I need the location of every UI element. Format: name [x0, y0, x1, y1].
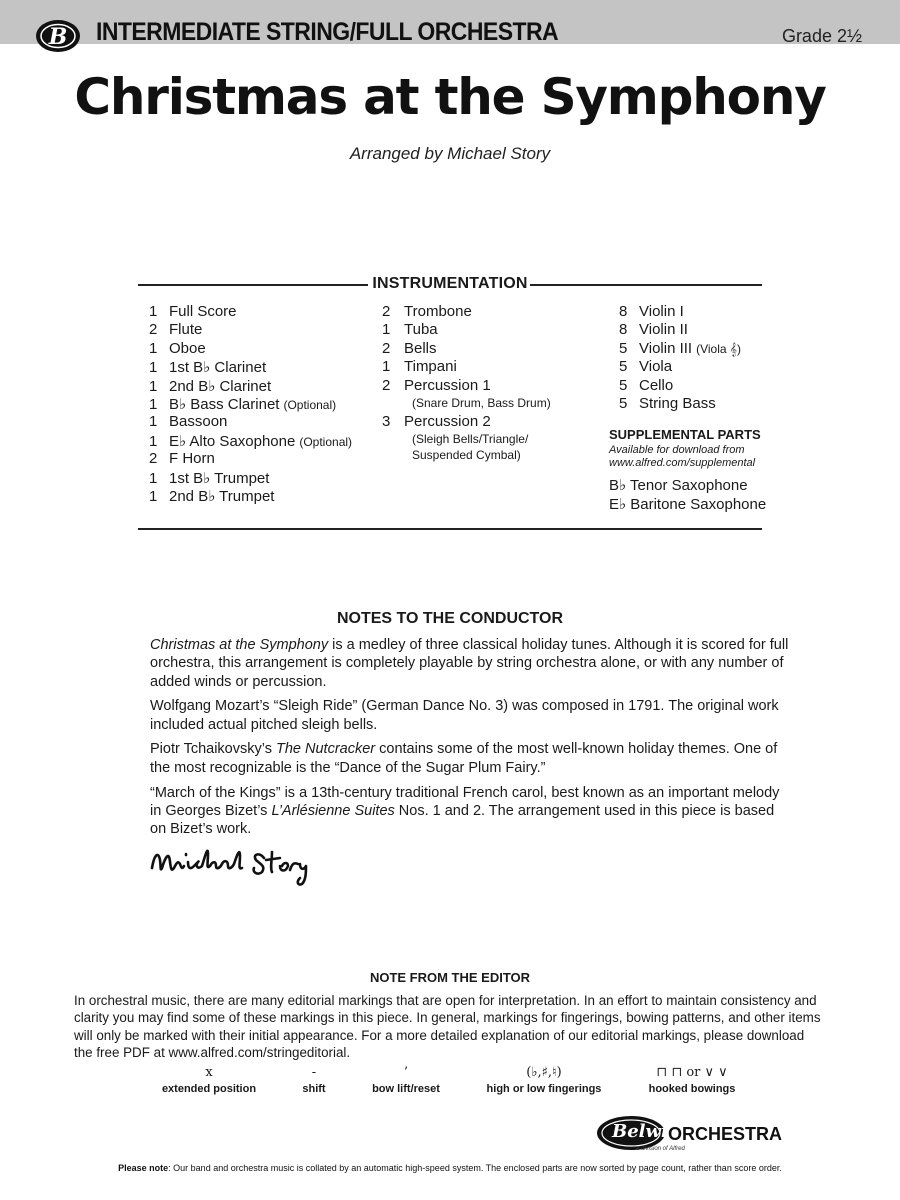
instrumentation-heading: INSTRUMENTATION: [372, 275, 528, 292]
list-item: 1 Bassoon: [149, 413, 228, 431]
marking-label: high or low fingerings: [486, 1083, 602, 1095]
marking-symbol: x: [205, 1065, 213, 1080]
list-item: 5 Violin III (Viola 𝄞): [619, 339, 741, 357]
instrument-column-3: [619, 303, 741, 413]
instrument-column-1: [149, 303, 352, 505]
list-item: E♭ Baritone Saxophone: [609, 496, 767, 513]
list-item: 1 Full Score: [149, 303, 237, 320]
list-item: 1 1st B♭ Clarinet: [149, 359, 267, 377]
conductor-notes: [150, 636, 790, 845]
list-item: 2 Trombone: [382, 303, 472, 320]
notes-paragraph: Piotr Tchaikovsky’s The Nutcracker contains some of the most well-known holiday themes. One of the most recognizable is the “Dance of the Sugar Plum Fairy.”: [150, 741, 778, 776]
marking-bow-lift: [364, 1065, 448, 1095]
supplemental-heading: SUPPLEMENTAL PARTS: [609, 427, 761, 442]
marking-label: hooked bowings: [648, 1083, 736, 1095]
footer-bold: Please note: [118, 1163, 169, 1173]
divider-bottom: [138, 528, 762, 530]
list-item: 5 Viola: [619, 358, 673, 376]
belwin-b-logo-icon: [34, 14, 82, 54]
marking-symbol: ’: [403, 1065, 409, 1080]
list-item: 2 Bells: [382, 339, 437, 357]
supplemental-note: [609, 444, 755, 470]
list-item: 1 1st B♭ Trumpet: [149, 469, 270, 487]
publisher-line: ORCHESTRA: [668, 1124, 783, 1144]
notes-paragraph: Wolfgang Mozart’s “Sleigh Ride” (German Dance No. 3) was composed in 1791. The original work included actual pitched sleigh bells.: [150, 698, 779, 733]
marking-fingerings: [480, 1065, 608, 1095]
list-item: 5 String Bass: [619, 394, 716, 412]
supplemental-note-line: Available for download from: [609, 444, 745, 456]
signature: [148, 838, 348, 888]
page-title: Christmas at the Symphony: [74, 68, 826, 126]
supplemental-list: [609, 476, 766, 514]
footer-note: [0, 1163, 900, 1173]
list-item: 1 2nd B♭ Trumpet: [149, 487, 275, 505]
arranger-credit: Arranged by Michael Story: [349, 144, 551, 163]
grade-label: Grade 2½: [781, 26, 862, 46]
publisher-sub: a division of Alfred: [636, 1146, 685, 1152]
supplemental-url: www.alfred.com/supplemental: [609, 457, 756, 469]
publisher-brand: Belwin: [612, 1121, 681, 1142]
instrument-subnote: (Snare Drum, Bass Drum): [412, 395, 551, 410]
list-item: 8 Violin II: [619, 321, 688, 339]
marking-label: extended position: [161, 1083, 257, 1095]
list-item: 2 F Horn: [149, 450, 215, 468]
marking-shift: [292, 1065, 336, 1095]
list-item: 1 E♭ Alto Saxophone (Optional): [149, 432, 353, 450]
list-item: 1 Timpani: [382, 358, 457, 376]
marking-hooked-bowings: [640, 1065, 744, 1095]
marking-symbol: -: [311, 1065, 317, 1080]
series-title: INTERMEDIATE STRING/FULL ORCHESTRA: [96, 18, 559, 46]
editor-text: In orchestral music, there are many editorial markings that are open for interpretation. In an effort to maintain consistency and clarity you may find some of these markings in this piece. In general, markings for fingerings, bowing patterns, and other items will only be marked with their initial appearance. For a more detailed explanation of our editorial markings, please download the free PDF at www.alfred.com/stringeditorial.: [74, 993, 821, 1061]
notes-heading: NOTES TO THE CONDUCTOR: [336, 610, 564, 627]
instrument-subnote: (Sleigh Bells/Triangle/: [412, 432, 529, 447]
list-item: 3 Percussion 2: [382, 412, 491, 430]
instrument-subnote: Suspended Cymbal): [412, 448, 521, 463]
marking-extended-position: [158, 1065, 260, 1095]
list-item: 2 Percussion 1: [382, 376, 491, 394]
list-item: 2 Flute: [149, 321, 203, 339]
marking-label: bow lift/reset: [372, 1083, 440, 1095]
list-item: B♭ Tenor Saxophone: [609, 477, 748, 494]
notes-paragraph: “March of the Kings” is a 13th-century traditional French carol, best known as an important melody in Georges Bizet’s L’Arlésienne Suites Nos. 1 and 2. The arrangement used in this piece is based on Bizet’s work.: [150, 784, 780, 838]
list-item: 8 Violin I: [619, 303, 684, 320]
footer-text: : Our band and orchestra music is collated by an automatic high-speed system. The enclosed parts are now sorted by page count, rather than score order.: [168, 1163, 782, 1173]
list-item: 5 Cello: [619, 376, 674, 394]
list-item: 1 Tuba: [382, 321, 438, 339]
editor-heading: NOTE FROM THE EDITOR: [369, 970, 531, 985]
list-item: 1 Oboe: [149, 339, 206, 357]
notes-paragraph: Christmas at the Symphony is a medley of three classical holiday tunes. Although it is scored for full orchestra, this arrangement is completely playable by string orchestra alone, or with any number of added winds or percussion.: [150, 637, 789, 690]
instrument-column-2: [382, 303, 551, 463]
marking-symbol: (♭,♯,♮): [526, 1065, 562, 1080]
marking-label: shift: [302, 1083, 326, 1095]
marking-symbol: ⊓ ⊓ or ∨ ∨: [656, 1065, 728, 1080]
list-item: 1 2nd B♭ Clarinet: [149, 377, 272, 395]
list-item: 1 B♭ Bass Clarinet (Optional): [149, 395, 337, 413]
svg-text:B: B: [48, 24, 68, 50]
